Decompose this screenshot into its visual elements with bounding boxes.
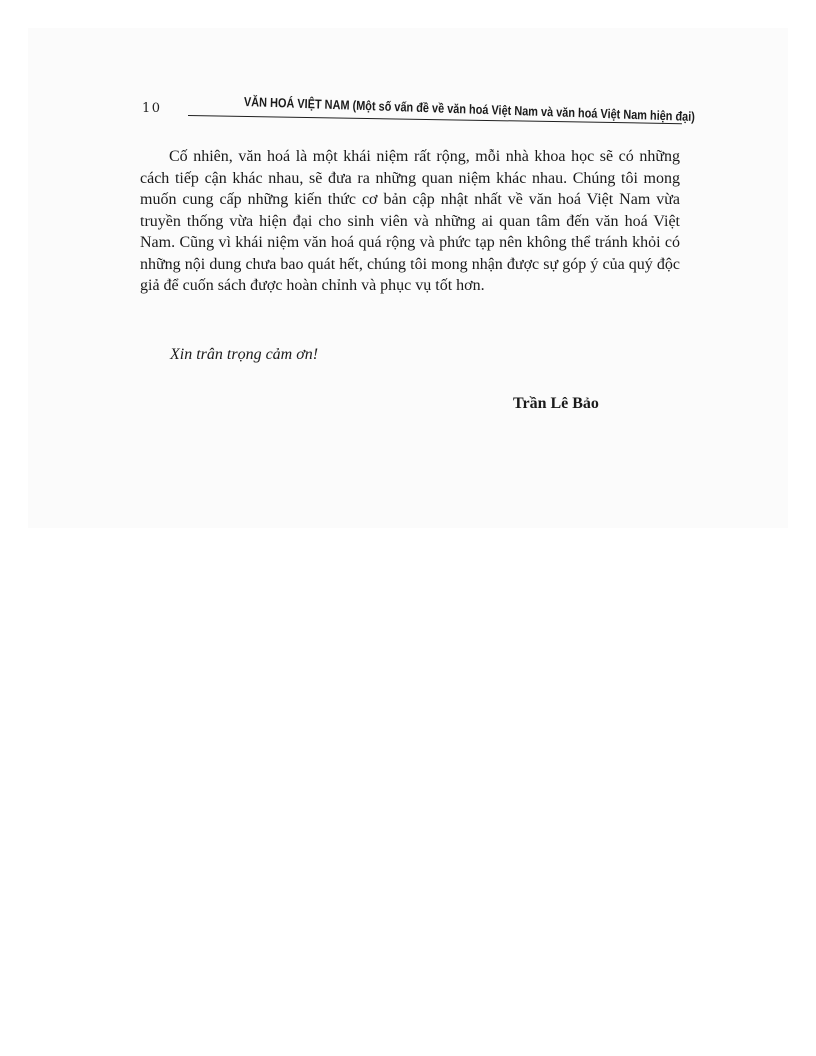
running-title: VĂN HOÁ VIỆT NAM (Một số vấn đề về văn hoá Việt Nam và văn hoá Việt Nam hiện đại)	[243, 94, 696, 124]
body-text	[140, 146, 680, 297]
preface-paragraph: Cố nhiên, văn hoá là một khái niệm rất rộng, mỗi nhà khoa học sẽ có những cách tiếp cận khác nhau, sẽ đưa ra những quan niệm khác nhau. Chúng tôi mong muốn cung cấp những kiến thức cơ bản cập nhật nhất về văn hoá Việt Nam vừa truyền thống vừa hiện đại cho sinh viên và những ai quan tâm đến văn hoá Việt Nam. Cũng vì khái niệm văn hoá quá rộng và phức tạp nên không thể tránh khỏi có những nội dung chưa bao quát hết, chúng tôi mong nhận được sự góp ý của quý độc giả để cuốn sách được hoàn chỉnh và phục vụ tốt hơn.	[140, 148, 680, 294]
author-signature: Trần Lê Bảo	[513, 395, 599, 412]
page-number: 10	[142, 101, 162, 116]
closing-line: Xin trân trọng cảm ơn!	[170, 346, 319, 363]
